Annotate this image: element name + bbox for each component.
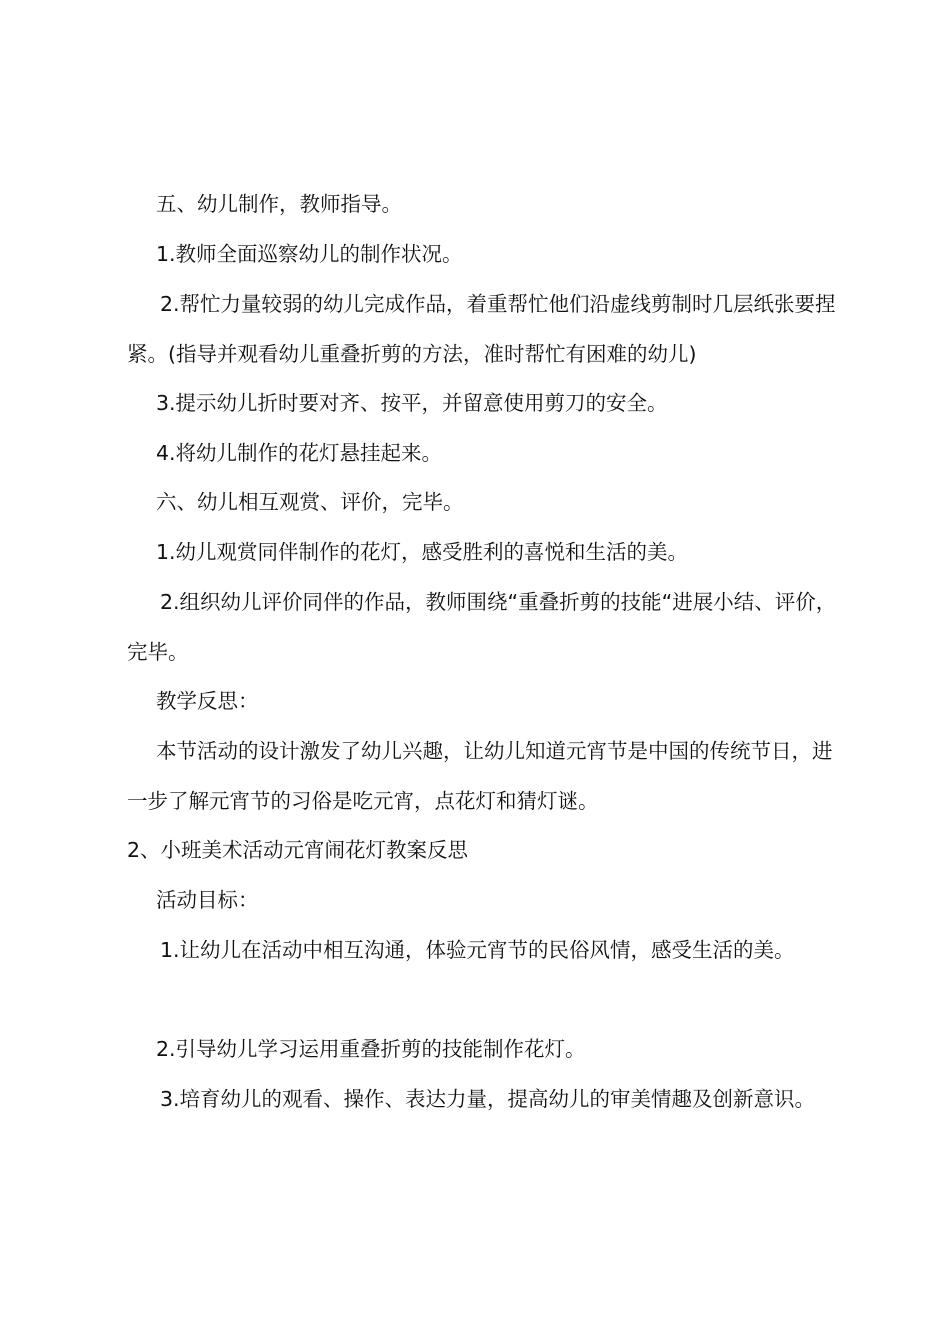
paragraph-item: 4.将幼儿制作的花灯悬挂起来。 <box>156 441 443 465</box>
paragraph-item: 1.让幼儿在活动中相互沟通，体验元宵节的民俗风情，感受生活的美。 <box>160 938 795 962</box>
paragraph-item: 1.教师全面巡察幼儿的制作状况。 <box>156 242 463 266</box>
paragraph-item: 3.提示幼儿折时要对齐、按平，并留意使用剪刀的安全。 <box>156 391 668 415</box>
section-heading-6: 六、幼儿相互观赏、评价，完毕。 <box>156 490 464 514</box>
goals-heading: 活动目标： <box>156 888 259 912</box>
paragraph-item: 2.组织幼儿评价同伴的作品，教师围绕“重叠折剪的技能“进展小结、评价，完毕。 <box>127 590 837 664</box>
paragraph-item: 1.幼儿观赏同伴制作的花灯，感受胜利的喜悦和生活的美。 <box>156 540 689 564</box>
paragraph-item: 2.引导幼儿学习运用重叠折剪的技能制作花灯。 <box>156 1037 586 1061</box>
reflection-heading: 教学反思： <box>156 689 259 713</box>
paragraph-item: 本节活动的设计激发了幼儿兴趣，让幼儿知道元宵节是中国的传统节日，进一步了解元宵节的习俗是吃元宵，点花灯和猜灯谜。 <box>127 739 833 813</box>
section-heading-5: 五、幼儿制作，教师指导。 <box>156 192 402 216</box>
paragraph-item: 2.帮忙力量较弱的幼儿完成作品，着重帮忙他们沿虚线剪制时几层纸张要捏紧。(指导并观看幼儿重叠折剪的方法，准时帮忙有困难的幼儿) <box>127 292 836 366</box>
section-title: 2、小班美术活动元宵闹花灯教案反思 <box>127 838 469 862</box>
paragraph-item: 3.培育幼儿的观看、操作、表达力量，提高幼儿的审美情趣及创新意识。 <box>160 1087 816 1111</box>
